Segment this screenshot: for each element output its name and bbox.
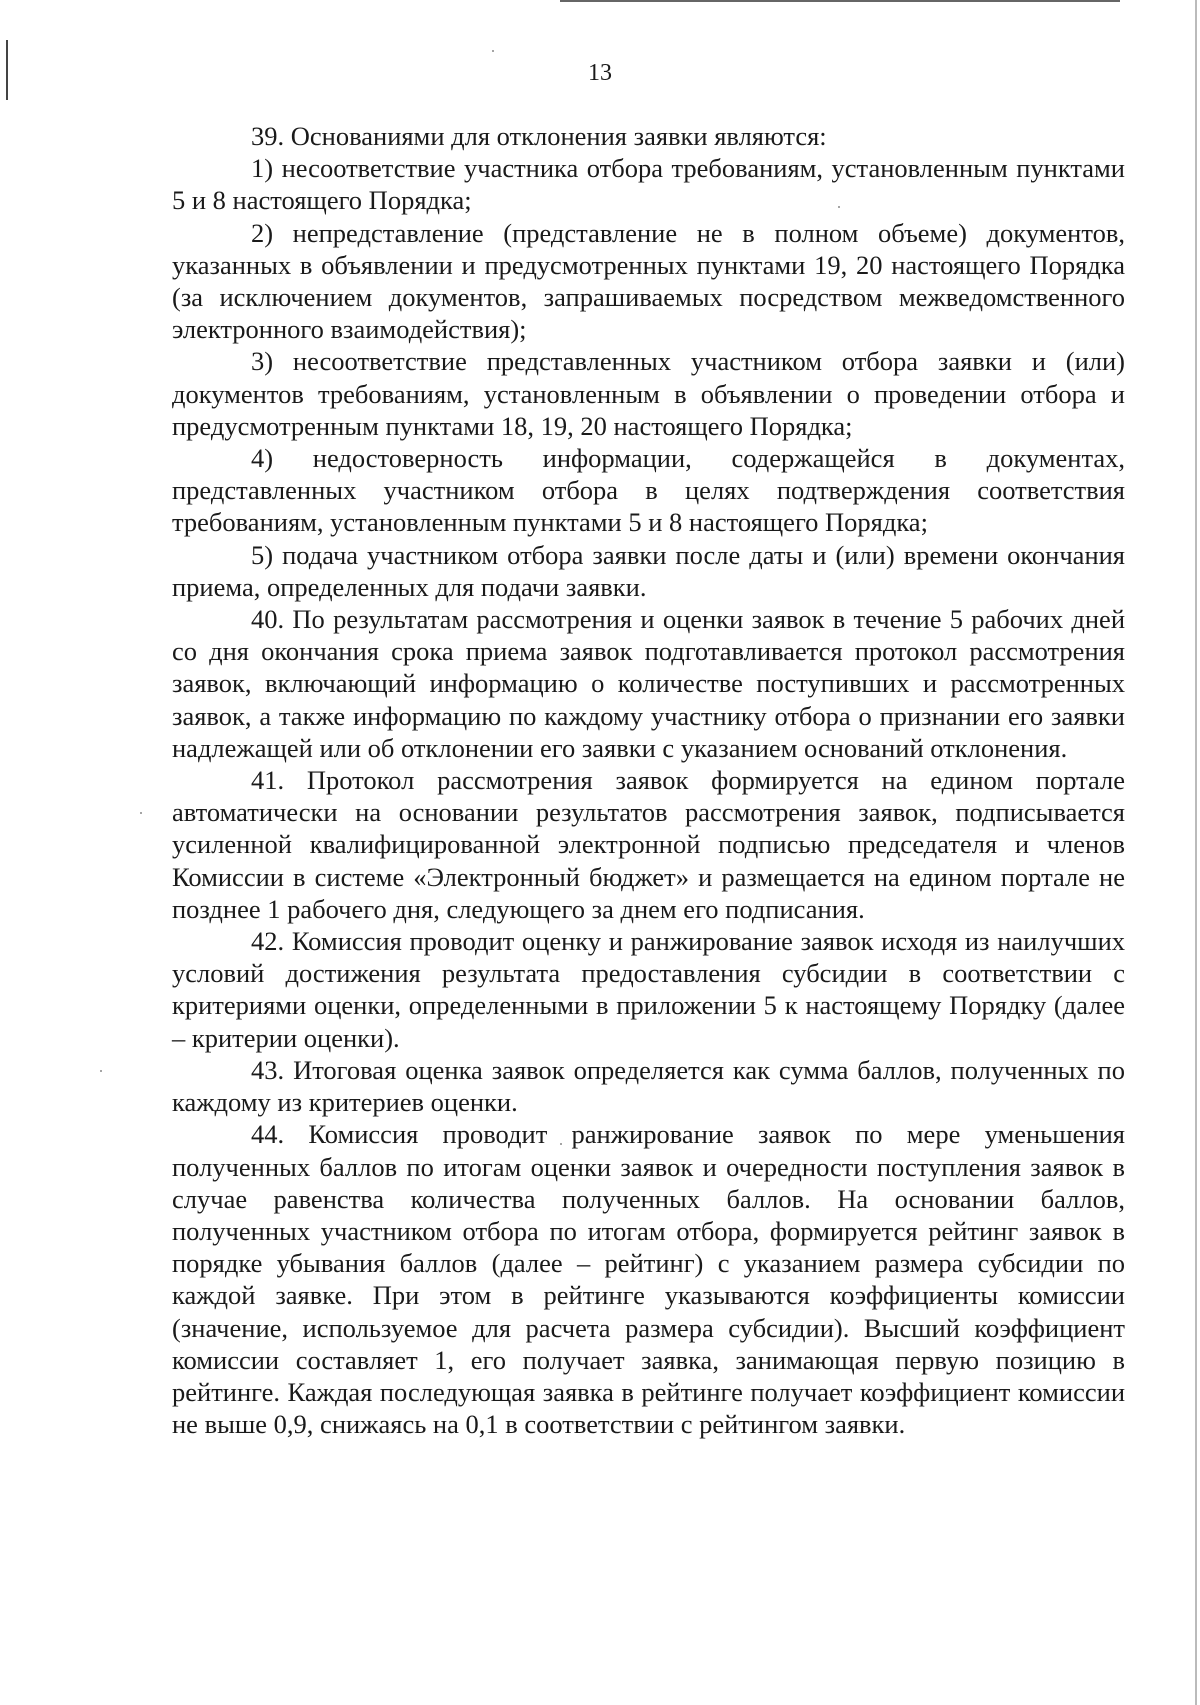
document-body — [172, 120, 1125, 1440]
scan-edge-top — [560, 0, 1120, 2]
paragraph-39-item-2: 2) непредставление (представление не в полном объеме) документов, указанных в объявлении и предусмотренных пунктами 19, 20 настоящего Порядка (за исключением документов, запрашиваемых посредством межведомственного электронного взаимодействия); — [172, 217, 1125, 345]
scan-speck — [100, 1070, 102, 1072]
paragraph-39-item-3: 3) несоответствие представленных участником отбора заявки и (или) документов требованиям, установленным в объявлении о проведении отбора и предусмотренным пунктами 18, 19, 20 настоящего Порядка; — [172, 346, 1125, 441]
paragraph-39-item-4: 4) недостоверность информации, содержащейся в документах, представленных участником отбора в целях подтверждения соответствия требованиям, установленным пунктами 5 и 8 настоящего Порядка; — [172, 443, 1125, 538]
paragraph-40: 40. По результатам рассмотрения и оценки заявок в течение 5 рабочих дней со дня окончания срока приема заявок подготавливается протокол рассмотрения заявок, включающий информацию о количестве поступивших и рассмотренных заявок, а также информацию по каждому участнику отбора о признании его заявки надлежащей или об отклонении его заявки с указанием оснований отклонения. — [172, 604, 1125, 763]
paragraph-39-item-5: 5) подача участником отбора заявки после даты и (или) времени окончания приема, определенных для подачи заявки. — [172, 539, 1125, 602]
scan-speck — [140, 812, 142, 814]
page-number: 13 — [588, 60, 612, 86]
paragraph-39-item-1: 1) несоответствие участника отбора требованиям, установленным пунктами 5 и 8 настоящего Порядка; — [172, 153, 1125, 216]
scan-speck — [492, 50, 494, 52]
paragraph-41: 41. Протокол рассмотрения заявок формируется на едином портале автоматически на основании результатов рассмотрения заявок, подписывается усиленной квалифицированной электронной подписью председателя и членов Комиссии в системе «Электронный бюджет» и размещается на едином портале не позднее 1 рабочего дня, следующего за днем его подписания. — [172, 765, 1125, 924]
paragraph-39-heading: 39. Основаниями для отклонения заявки являются: — [251, 121, 827, 151]
scan-edge-right — [1195, 0, 1197, 1705]
paragraph-44: 44. Комиссия проводит ранжирование заявок по мере уменьшения полученных баллов по итогам оценки заявок и очередности поступления заявок в случае равенства количества полученных баллов. На основании баллов, полученных участником отбора по итогам отбора, формируется рейтинг заявок в порядке убывания баллов (далее – рейтинг) с указанием размера субсидии по каждой заявке. При этом в рейтинге указываются коэффициенты комиссии (значение, используемое для расчета размера субсидии). Высший коэффициент комиссии составляет 1, его получает заявка, занимающая первую позицию в рейтинге. Каждая последующая заявка в рейтинге получает коэффициент комиссии не выше 0,9, снижаясь на 0,1 в соответствии с рейтингом заявки. — [172, 1119, 1125, 1440]
paragraph-42: 42. Комиссия проводит оценку и ранжирование заявок исходя из наилучших условий достижения результата предоставления субсидии в соответствии с критериями оценки, определенными в приложении 5 к настоящему Порядку (далее – критерии оценки). — [172, 926, 1125, 1053]
paragraph-43: 43. Итоговая оценка заявок определяется как сумма баллов, полученных по каждому из критериев оценки. — [172, 1054, 1125, 1118]
